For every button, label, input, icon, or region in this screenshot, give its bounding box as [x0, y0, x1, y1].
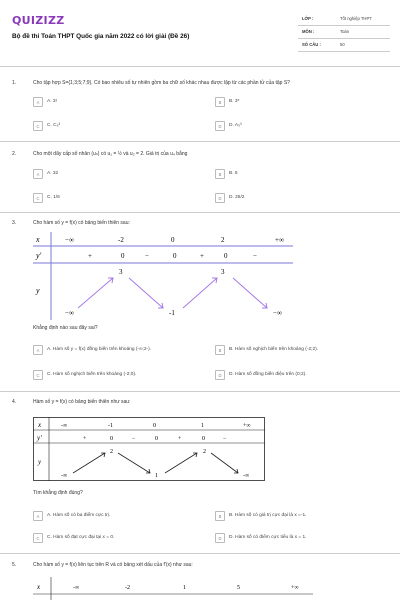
x-value: 1 [201, 423, 204, 429]
variation-table-q4 [33, 417, 265, 481]
meta-value: Toán [340, 29, 350, 34]
question-text: Cho hàm số y = f(x) liên tục trên R và có bảng xét dấu của f'(x) như sau: [33, 562, 193, 568]
y-value: −∞ [273, 309, 282, 317]
x-value: -∞ [61, 423, 68, 429]
meta-table [298, 13, 390, 52]
y-label: y [38, 458, 42, 466]
increase-arrow [183, 278, 217, 308]
question-text: Hàm số y = f(x) có bảng biến thiên như sau: [33, 399, 131, 405]
option-letter-box: B [215, 169, 225, 179]
option-text: B. Hàm số có giá trị cực đại là x =-1. [229, 513, 307, 518]
y-value: 2 [203, 449, 206, 455]
option-text: C. C₅³ [47, 123, 61, 128]
increase-arrow [73, 453, 105, 473]
option-text: B. 6 [229, 171, 238, 176]
yprime-label: y' [37, 434, 42, 442]
question-divider [0, 391, 400, 392]
question-number: 5. [12, 562, 17, 568]
yprime-label: y' [36, 251, 42, 260]
x-value: -1 [108, 423, 113, 429]
x-value: 0 [171, 236, 175, 244]
x-value: 0 [153, 423, 156, 429]
x-value: 2 [221, 236, 225, 244]
option-text: C. Hàm số nghịch biến trên khoảng (-2;0). [47, 372, 137, 377]
y-value: 2 [110, 449, 113, 455]
option-text: D. A₅³ [229, 123, 242, 128]
x-value: -∞ [73, 585, 80, 591]
option-text: B. 3⁵ [229, 99, 240, 104]
question-text: Cho một dãy cấp số nhân (uₙ) có u₁ = ½ và u₂ = 2. Giá trị của u₄ bằng [33, 151, 188, 157]
option-letter-box: D [215, 533, 225, 543]
question-number: 2. [12, 151, 17, 157]
sign: − [145, 252, 149, 260]
sign: + [178, 436, 182, 442]
option-text: A. Hàm số có ba điểm cực trị. [47, 513, 111, 518]
sign: 0 [121, 252, 125, 260]
y-label: y [36, 286, 40, 295]
sign: + [88, 252, 92, 260]
option-letter-box: B [215, 345, 225, 355]
meta-key: LỚP : [302, 16, 314, 21]
meta-key: SỐ CÂU : [302, 42, 321, 47]
decrease-arrow [129, 278, 163, 308]
question-followup: Khẳng định nào sau đây sai? [33, 325, 98, 331]
question-divider [0, 553, 400, 554]
meta-value: 50 [340, 42, 345, 47]
x-value: 5 [237, 585, 240, 591]
meta-value: Tốt nghiệp THPT [340, 16, 372, 21]
y-value: 3 [221, 268, 225, 276]
option-letter-box: B [215, 97, 225, 107]
option-letter-box: D [215, 370, 225, 380]
x-label: x [36, 235, 40, 244]
sign: 0 [202, 436, 205, 442]
table-border [34, 418, 265, 481]
x-label: x [38, 421, 42, 429]
option-text: C. 1/6 [47, 195, 60, 200]
option-letter-box: C [33, 370, 43, 380]
option-text: D. Hàm số có điểm cực tiểu là x = 1. [229, 535, 307, 540]
meta-row-class [298, 13, 390, 26]
sign: 0 [110, 436, 113, 442]
sign: 0 [173, 252, 177, 260]
sign: 0 [155, 436, 158, 442]
sign: − [223, 436, 227, 442]
x-value: +∞ [291, 585, 299, 591]
question-text: Cho tập hợp S={1;3;5;7;9}. Có bao nhiêu số tự nhiên gồm ba chữ số khác nhau được lập từ các phần tử của tập S? [33, 80, 290, 86]
option-letter-box: A [33, 169, 43, 179]
option-text: D. Hàm số đồng biến điệu trên (0;2). [229, 372, 307, 377]
question-number: 3. [12, 220, 17, 226]
decrease-arrow [211, 453, 238, 473]
y-value: -∞ [243, 473, 250, 479]
option-text: D. 25/2 [229, 195, 245, 200]
option-letter-box: B [215, 511, 225, 521]
decrease-arrow [233, 278, 267, 308]
page-title: Bộ đề thi Toán THPT Quốc gia năm 2022 có lời giải (Đề 26) [12, 33, 190, 40]
x-value: -2 [118, 236, 124, 244]
option-letter-box: C [33, 193, 43, 203]
option-letter-box: D [215, 193, 225, 203]
option-letter-box: A [33, 511, 43, 521]
question-text: Cho hàm số y = f(x) có bảng biến thiên sau: [33, 220, 130, 226]
option-text: A. 3! [47, 99, 57, 104]
meta-row-count [298, 39, 390, 52]
option-letter-box: D [215, 121, 225, 131]
meta-row-subject [298, 26, 390, 39]
sign: 0 [224, 252, 228, 260]
y-value: 1 [155, 473, 158, 479]
increase-arrow [165, 453, 197, 473]
option-text: B. Hàm số nghịch biến trên khoảng (-2;2). [229, 347, 319, 352]
option-letter-box: C [33, 533, 43, 543]
sign: − [132, 436, 136, 442]
decrease-arrow [118, 453, 150, 473]
sign: − [253, 252, 257, 260]
option-text: A. 32 [47, 171, 59, 176]
sign: + [200, 252, 204, 260]
y-value: −∞ [65, 309, 74, 317]
y-value: 3 [119, 268, 123, 276]
header-divider [0, 66, 400, 67]
x-value: +∞ [243, 423, 251, 429]
option-letter-box: A [33, 345, 43, 355]
variation-table-q3 [33, 230, 293, 320]
increase-arrow [78, 278, 113, 308]
x-value: −∞ [65, 236, 74, 244]
x-value: -2 [125, 585, 130, 591]
option-letter-box: A [33, 97, 43, 107]
x-value: 1 [183, 585, 186, 591]
question-divider [0, 212, 400, 213]
question-number: 4. [12, 399, 17, 405]
question-number: 1. [12, 80, 17, 86]
question-divider [0, 141, 400, 142]
meta-key: MÔN : [302, 29, 315, 34]
sign-table-q5 [33, 577, 313, 600]
question-followup: Tìm khẳng định đúng? [33, 490, 83, 496]
y-value: -∞ [61, 473, 68, 479]
option-letter-box: C [33, 121, 43, 131]
y-value: -1 [169, 309, 175, 317]
x-label: x [37, 583, 41, 591]
quizizz-logo: QUIZIZZ [12, 14, 65, 27]
option-text: A. Hàm số y = f(x) đồng biến trên khoảng (-∞;2-). [47, 347, 152, 352]
option-text: C. Hàm số đạt cực đại tại x = 0. [47, 535, 115, 540]
sign: + [83, 436, 87, 442]
x-value: +∞ [275, 236, 284, 244]
